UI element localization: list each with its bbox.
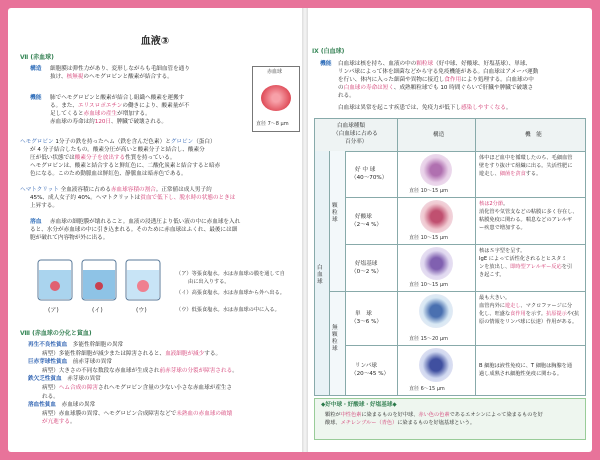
hemoglobin-line: 色になる。このため動脈血は鮮紅色、静脈血は暗赤色である。 bbox=[30, 171, 187, 177]
section-rbc-heading: Ⅶ (赤血球) bbox=[20, 54, 54, 61]
wbc-type-percentage: （20〜45 %） bbox=[351, 371, 390, 377]
wbc-function-line: 消化管や気管支などの粘膜に多く存在し、 bbox=[479, 209, 578, 215]
wbc-function-line: IgE によって活性化されるとヒスタミ bbox=[479, 256, 567, 262]
anemia-line: 病型）大きさの不同な数段な赤血球が生成され前赤芽球の分裂が障害される。 bbox=[42, 367, 238, 374]
beaker-label-c: (ウ) bbox=[136, 307, 147, 314]
wbc-function-line: B 細胞は液性免疫に、T 細胞は胸腺を通 bbox=[479, 363, 573, 369]
right-page bbox=[308, 8, 592, 452]
wbc-function-line: 過し成熟され細胞性免疫に関わる。 bbox=[479, 371, 563, 377]
table-header-type-pct: 百分率） bbox=[345, 139, 368, 145]
granulocyte-note bbox=[314, 398, 586, 440]
wbc-function-line: 核はＳ字型を呈す。 bbox=[479, 248, 526, 254]
hemolysis-line: 赤血球の細胞膜が壊れること。血液の浸透圧より低い液の中に赤血球を入れ bbox=[50, 219, 241, 225]
wbc-type-percentage: （3〜6 %） bbox=[351, 319, 382, 325]
function-line: 足してくると赤血球の産生が増加する。 bbox=[50, 111, 151, 117]
wbc-line: 白血球は異常を起こす疾患では、免疫力が低下し感染しやすくなる。 bbox=[338, 105, 512, 111]
hemolysis-heading: 溶血 bbox=[30, 219, 42, 225]
hemolysis-line: ると、水分が赤血球の中に引き込まれる。そのために赤血球はふくれ、最後には細 bbox=[30, 227, 238, 233]
wbc-type-name: 単 球 bbox=[355, 311, 372, 317]
beaker-b bbox=[82, 260, 116, 300]
anemia-line: れる。 bbox=[42, 393, 59, 400]
wbc-table bbox=[314, 118, 586, 396]
wbc-function-line: 粘膜免疫に関わる。喘息などのアレルギ bbox=[479, 217, 573, 223]
anemia-line: 病型）ヘム合成の障害されヘモグロビン含量の少ない小さな赤血球が産生さ bbox=[42, 385, 233, 391]
function-line: 肺でヘモグロビンと酸素が結合し組織へ酸素を運搬す bbox=[50, 95, 185, 101]
wbc-function-line: 最も大きい。 bbox=[479, 295, 511, 301]
function-line: 赤血球の寿命は約120日、脾臓で破壊される。 bbox=[50, 119, 167, 125]
wbc-cell-image bbox=[419, 348, 453, 382]
wbc-cell-size: 直径 10〜15 μm bbox=[409, 282, 448, 288]
beaker-note: （イ）高張食塩水。水は赤血球から外へ出る。 bbox=[176, 290, 285, 296]
rbc-label: 赤血球 bbox=[267, 69, 283, 75]
wbc-cell-image bbox=[420, 154, 452, 186]
table-header-type: 白血球種類 bbox=[337, 123, 365, 129]
section-wbc-heading: Ⅸ (白血球) bbox=[312, 48, 345, 55]
beaker-note: （ウ）低張食塩水。水は赤血球の中に入る。 bbox=[176, 307, 280, 313]
anemia-line: 病型）赤血球膜の異常、ヘモグロビン合成障害などで未熟血の赤血球の破壊 bbox=[42, 410, 233, 417]
wbc-line: 白血球は核を持ち、血液の中の顆粒球（好中球、好酸球、好塩基球）、単球、 bbox=[338, 61, 532, 67]
table-header-function: 機 能 bbox=[525, 132, 542, 138]
wbc-cell-image bbox=[420, 247, 453, 280]
rbc-image bbox=[261, 85, 291, 111]
wbc-function-line: き起こす。 bbox=[479, 272, 505, 278]
page-frame bbox=[8, 8, 592, 452]
function-heading: 機能 bbox=[30, 95, 42, 101]
hemoglobin-line: ヘモグロビンは、酸素と結合すると鮮紅色に、二酸化炭素と結合すると暗赤 bbox=[30, 163, 221, 169]
wbc-function-line: 核は2分節。 bbox=[479, 201, 509, 207]
wbc-function-line: 化し、旺盛な食作用を示す。抗原提示や(抗 bbox=[479, 311, 580, 317]
anemia-line: 病型）多能性幹細胞が減少または障害されると、血液細胞が減少する。 bbox=[42, 350, 222, 357]
left-page bbox=[8, 8, 302, 452]
beaker-label-a: (ア) bbox=[48, 307, 59, 314]
wbc-type-percentage: （40〜70%） bbox=[351, 175, 388, 181]
hemoglobin-line: 圧が低い状態では酸素分子を放出する性質を持っている。 bbox=[30, 155, 176, 161]
beaker-label-b: (イ) bbox=[92, 307, 103, 314]
wbc-type-name: 好 中 球 bbox=[355, 167, 376, 173]
wbc-function-line: 壁をすり抜けて組織に出る。失活性肥に bbox=[479, 163, 573, 169]
section-anemia-heading: Ⅷ (赤血球の分化と貧血) bbox=[20, 330, 92, 337]
wbc-function-line: ンを放出し、即時型アレルギー反応を引 bbox=[479, 264, 573, 270]
beaker-c bbox=[126, 260, 160, 300]
wbc-type-percentage: （0〜2 %） bbox=[351, 268, 382, 275]
rbc-figure bbox=[252, 66, 300, 132]
wbc-type-name: 好酸球 bbox=[355, 213, 372, 220]
hemoglobin-line: ヘモグロビン 1分子の鉄を持ったヘム（鉄を含んだ色素）とグロビン（蛋白） bbox=[20, 139, 216, 145]
table-header-structure: 構造 bbox=[433, 132, 445, 138]
wbc-cell-image bbox=[419, 294, 453, 328]
wbc-cell-size: 直径 6〜15 μm bbox=[409, 386, 445, 392]
anemia-line: 溶血性貧血 赤血球の異常 bbox=[28, 402, 96, 409]
wbc-function-line: 原の情報をリンパ球に伝達）作用がある。 bbox=[479, 319, 578, 325]
hematocrit-line: ヘマトクリット 全血液容積に占める赤血球容積の割合。正常値は成人男子約 bbox=[20, 187, 212, 193]
anemia-line: 再生不良性貧血 多能性幹細胞の異常 bbox=[28, 342, 124, 348]
anemia-line: 巨赤芽球性貧血 前赤芽球の異常 bbox=[28, 359, 112, 366]
page-title: 血液③ bbox=[140, 36, 170, 47]
wbc-line: を行い、体内に入った細菌や異物に接近し食作用により処理する。白血球の中 bbox=[338, 77, 534, 83]
table-header-type-sub: （白血球に占める bbox=[333, 131, 378, 137]
wbc-line: の白血球の寿命は短く、成熟顆粒球でも 10 時間ぐらいで肝臓や脾臓で破壊さ bbox=[338, 85, 534, 91]
beaker-note: （ア）等張食塩水。水は赤血球の膜を通して自 bbox=[176, 271, 285, 277]
group-label-granulocyte: 顆粒球 bbox=[332, 203, 338, 223]
group-label-agranulocyte: 無顆粒球 bbox=[332, 325, 338, 352]
wbc-line: リンパ球によって体を細菌などから守る免疫機能がある。白血球はアメーバ運動 bbox=[338, 69, 539, 75]
hematocrit-line: 上昇する。 bbox=[30, 203, 58, 209]
rbc-caption: 直径 7～8 μm bbox=[256, 121, 289, 127]
wbc-function-line: ー疾患で増加する。 bbox=[479, 225, 526, 231]
note-title: ◆好中球・好酸球・好塩基球◆ bbox=[321, 402, 397, 408]
wbc-cell-image bbox=[420, 200, 453, 233]
anemia-line: が亢進する。 bbox=[42, 419, 76, 426]
beaker-a bbox=[38, 260, 72, 300]
beaker-note: 由に出入りする。 bbox=[188, 279, 230, 285]
wbc-cell-size: 直径 15〜20 μm bbox=[409, 336, 448, 342]
wbc-type-percentage: （2〜4 %） bbox=[351, 221, 382, 228]
wbc-cell-size: 直径 10〜15 μm bbox=[409, 235, 448, 241]
function-line: る。また、エリスロポエチンの働きにより、酸素量が不 bbox=[50, 103, 190, 109]
wbc-function-line: 遊走し、細菌を貪食する。 bbox=[479, 171, 542, 177]
anemia-line: 鉄欠乏性貧血 赤芽球の異常 bbox=[28, 376, 101, 383]
wbc-type-name: リンパ球 bbox=[355, 363, 377, 369]
hemolysis-line: 胞が破れて内容物が外に出る。 bbox=[30, 235, 109, 241]
group-label-white: 白血球 bbox=[317, 265, 323, 285]
hematocrit-line: 45%、成人女子約 40%。ヘマトクリットは貧血で低下し、脱水時の状態のときは bbox=[30, 195, 236, 201]
note-line: 酸球、メチレンブルー（青色）に染まるものを好塩基球という。 bbox=[325, 420, 476, 426]
structure-line: 抜け、核無視のヘモグロビンと酸素が結合する。 bbox=[50, 74, 173, 80]
beaker-illustration bbox=[34, 246, 164, 318]
wbc-type-name: 好塩基球 bbox=[355, 260, 378, 267]
hemoglobin-line: が 4 分子結合したもの。酸素分圧が高いと酸素分子と結合し、酸素分 bbox=[30, 147, 205, 153]
structure-line: 細胞膜は弾性力があり、変形しながらも毛細血管を通り bbox=[50, 66, 190, 72]
wbc-function-line: 血管内外に遊走し、マクロファージに分 bbox=[479, 303, 573, 309]
structure-heading: 構造 bbox=[30, 66, 42, 72]
wbc-cell-size: 直径 10〜15 μm bbox=[409, 188, 448, 194]
wbc-line: れる。 bbox=[338, 93, 355, 99]
wbc-function-heading: 機能 bbox=[320, 61, 332, 67]
wbc-function-line: 体中ほど血中を循環したのち、毛細血管 bbox=[479, 155, 573, 161]
note-line: 顆粒が中性色素に染まるものを好中球、赤い色の色素であるエオシンによって染まるものを好 bbox=[325, 412, 543, 418]
